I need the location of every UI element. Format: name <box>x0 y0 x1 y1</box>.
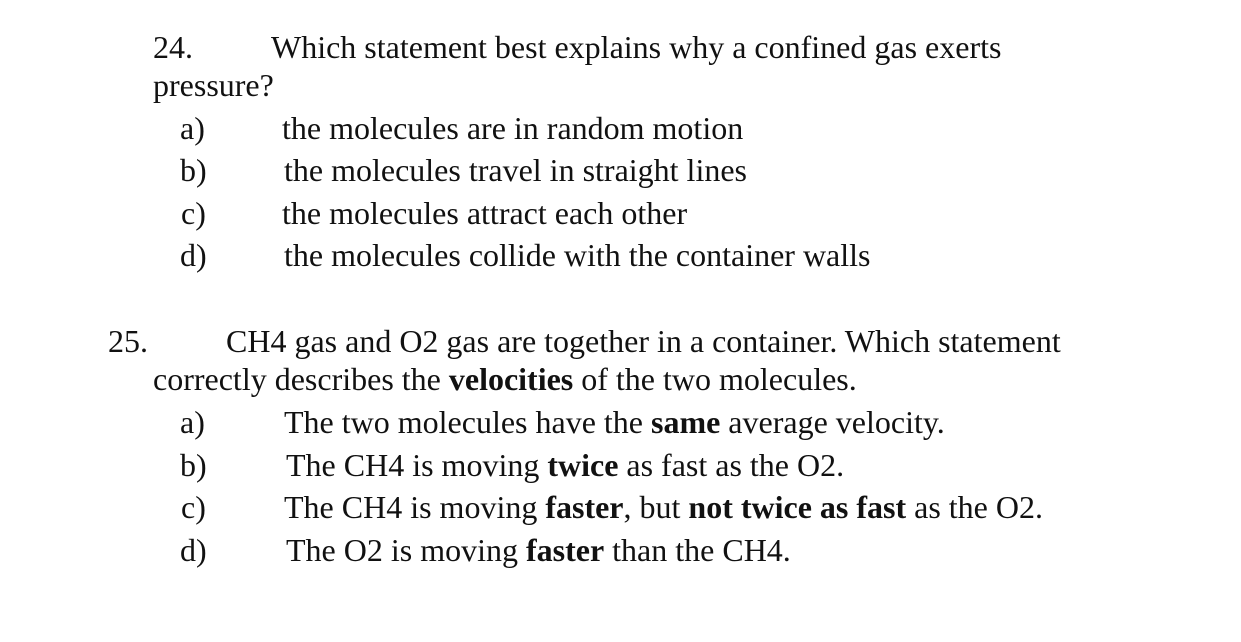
option-letter-c: c) <box>181 489 206 525</box>
option-text-b: the molecules travel in straight lines <box>284 152 747 188</box>
option-text-d: The O2 is moving faster than the CH4. <box>286 532 791 568</box>
question-stem-line2: pressure? <box>153 67 274 103</box>
question-number: 25. <box>108 323 148 359</box>
question-stem-line2: correctly describes the velocities of the two molecules. <box>153 361 857 397</box>
option-letter-b: b) <box>180 447 207 483</box>
option-text-a: The two molecules have the same average velocity. <box>284 404 945 440</box>
option-text-b: The CH4 is moving twice as fast as the O2. <box>286 447 845 483</box>
question-stem-line1: Which statement best explains why a confined gas exerts <box>271 29 1002 65</box>
option-letter-a: a) <box>180 404 205 440</box>
question-number: 24. <box>153 29 193 65</box>
option-letter-d: d) <box>180 237 207 273</box>
option-letter-c: c) <box>181 195 206 231</box>
option-text-a: the molecules are in random motion <box>282 110 744 146</box>
option-text-d: the molecules collide with the container walls <box>284 237 871 273</box>
option-letter-b: b) <box>180 152 207 188</box>
option-letter-a: a) <box>180 110 205 146</box>
option-text-c: the molecules attract each other <box>282 195 688 231</box>
option-letter-d: d) <box>180 532 207 568</box>
emphasis-velocities: velocities <box>448 361 574 397</box>
question-stem-line1: CH4 gas and O2 gas are together in a container. Which statement <box>226 323 1061 359</box>
option-text-c: The CH4 is moving faster, but not twice as fast as the O2. <box>284 489 1043 525</box>
